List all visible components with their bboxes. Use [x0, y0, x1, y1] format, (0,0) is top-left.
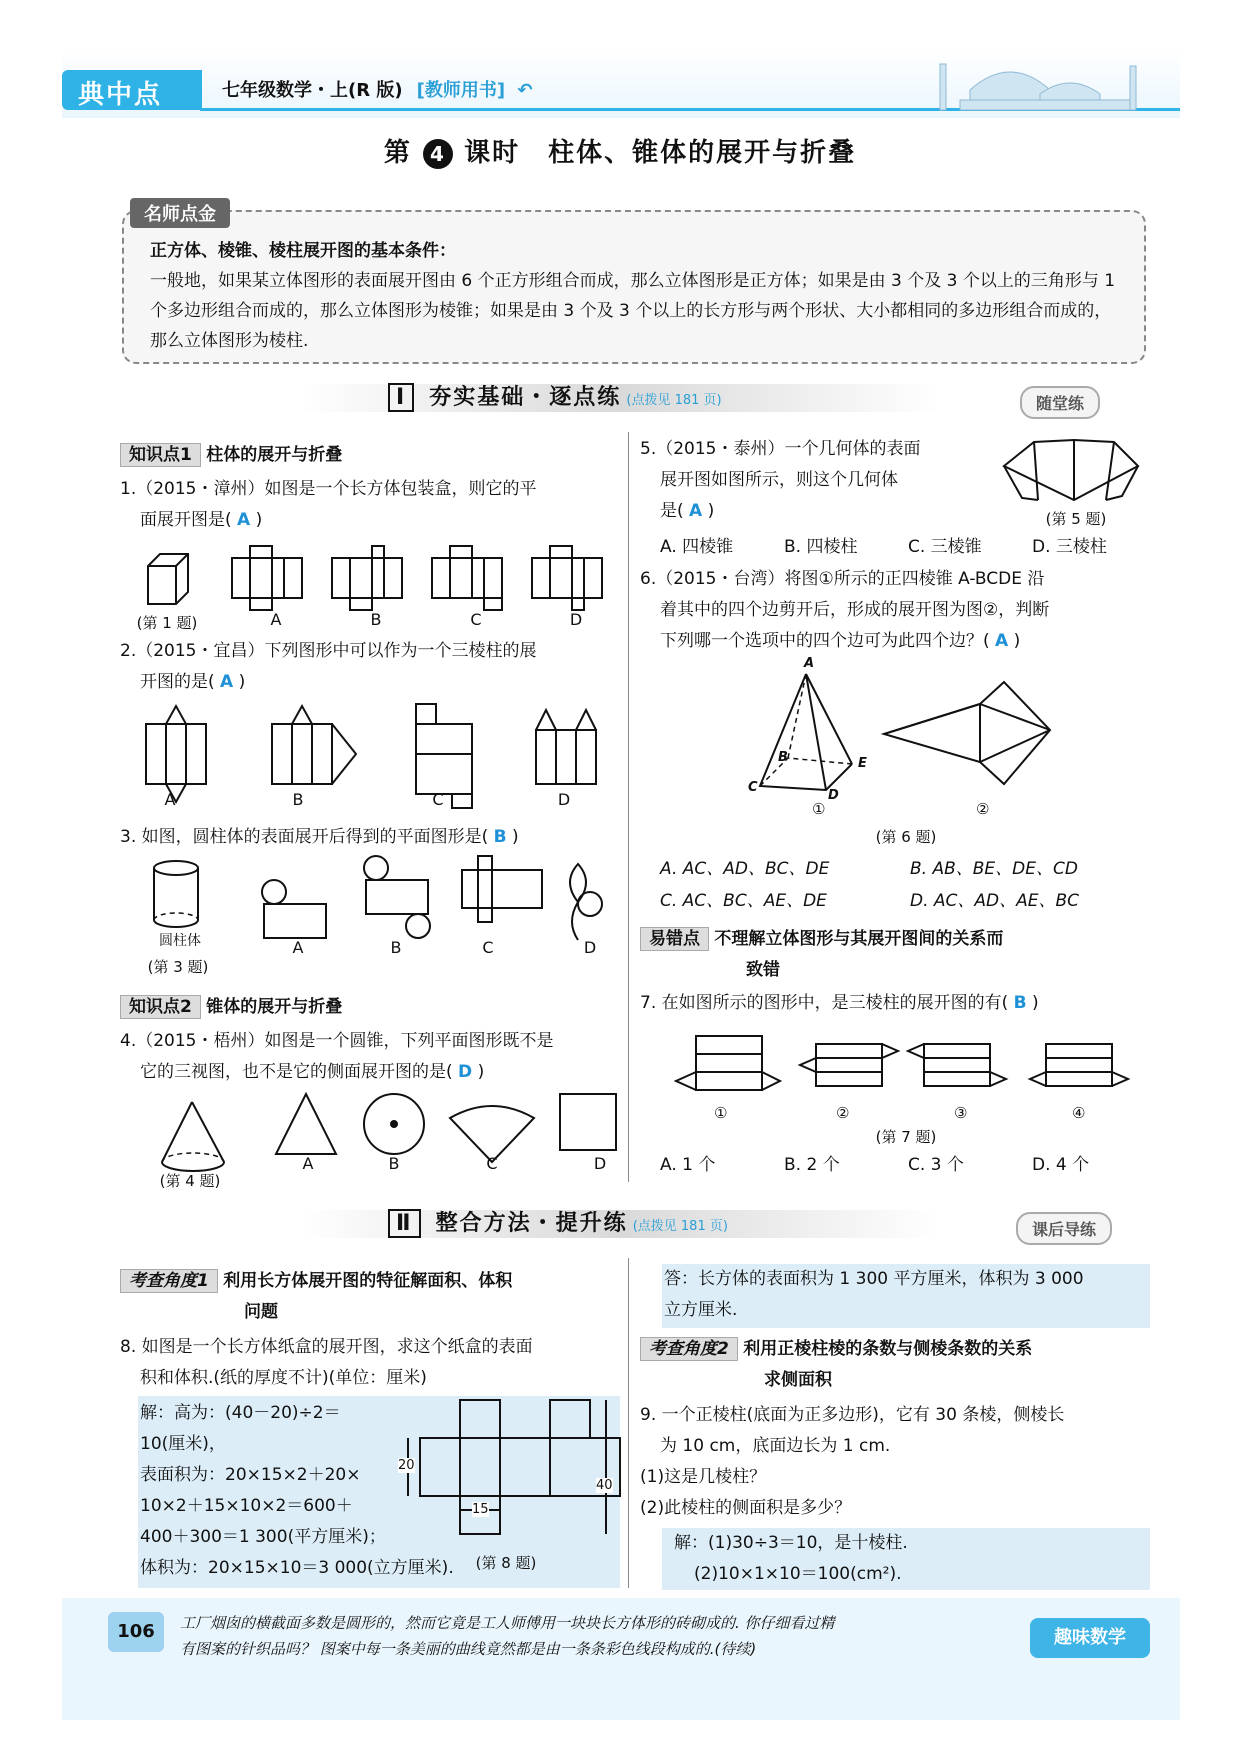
q4-cone-figure [158, 1100, 228, 1180]
q1-option-letter: D [569, 610, 583, 629]
tip-text [150, 236, 1120, 356]
q2-option-letter: C [432, 790, 444, 809]
error-point-heading: 易错点 不理解立体图形与其展开图间的关系而 致错 [640, 924, 1160, 986]
page-number: 106 [108, 1612, 164, 1652]
question-5: 5.（2015・泰州）一个几何体的表面 展开图如图所示，则这个几何体 是( A ) [640, 439, 921, 521]
option-b: B. AB、BE、DE、CD [910, 859, 1078, 879]
q3-option-letter: B [390, 938, 402, 957]
option-d: D. AC、AD、AE、BC [910, 891, 1080, 911]
q9-solution: 解：(1)30÷3＝10，是十棱柱. (2)10×1×10＝100(cm²). [674, 1533, 908, 1584]
option-c: C. AC、BC、AE、DE [660, 891, 827, 911]
brand-logo: 典中点 [78, 80, 163, 110]
q1-option-letter: B [370, 610, 382, 629]
q3-cylinder-figure [152, 860, 202, 930]
kp2-heading: 知识点2 锥体的展开与折叠 [120, 992, 342, 1023]
vertex-a-label: A [804, 656, 815, 671]
q7-fig4-label: ④ [1072, 1104, 1086, 1122]
edition-label: [教师用书] [416, 80, 506, 101]
q3-option-nets [256, 852, 626, 942]
option-c: C. 3 个 [908, 1155, 964, 1175]
return-arrow-icon: ↶ [517, 80, 533, 101]
solution-line: 表面积为：20×15×2＋20× [140, 1465, 361, 1485]
question-6: 6.（2015・台湾）将图①所示的正四棱锥 A-BCDE 沿 着其中的四个边剪开后，形成的展开图为图②，判断 下列哪一个选项中的四个边可为此四个边？( A ) [640, 569, 1050, 651]
answer-7: B [1013, 993, 1027, 1013]
option-a: A. 四棱锥 [660, 537, 734, 557]
option-d: D. 4 个 [1032, 1155, 1090, 1175]
q2-option-letter: B [292, 790, 304, 809]
q8-caption: (第 8 题) [475, 1554, 537, 1572]
q4-option-letter: D [593, 1154, 607, 1173]
q4-option-letter: A [302, 1154, 314, 1173]
question-3: 3. 如图，圆柱体的表面展开后得到的平面图形是( B ) [120, 827, 519, 847]
answer-4: D [458, 1062, 473, 1082]
header-book-title [222, 76, 532, 102]
option-a: A. 1 个 [660, 1155, 716, 1175]
angle1-heading: 考查角度1 利用长方体展开图的特征解面积、体积 问题 [120, 1266, 620, 1328]
q8-answer: 答：长方体的表面积为 1 300 平方厘米，体积为 3 000 立方厘米. [664, 1269, 1084, 1320]
solution-line: 体积为：20×15×10＝3 000(立方厘米). [140, 1558, 454, 1578]
column-divider [628, 432, 629, 1182]
tip-body: 一般地，如果某立体图形的表面展开图由 6 个正方形组合而成，那么立体图形是正方体；如果是由 3 个及 3 个以上的三角形与 1 个多边形组合而成的，那么立体图形为棱锥；如果是由 3 个及 3 个以上的长方形与两个形状、大小都相同的多边形组合而成的，那么立体图形为棱柱. [150, 271, 1116, 351]
q3-option-letter: A [292, 938, 304, 957]
mosque-skyline-icon [930, 54, 1170, 114]
solution-line: 10(厘米)， [140, 1434, 226, 1454]
q9-sub2: (2)此棱柱的侧面积是多少？ [640, 1498, 852, 1518]
option-d: D. 三棱柱 [1032, 537, 1107, 557]
q1-option-letter: C [470, 610, 482, 629]
q4-caption: (第 4 题) [159, 1172, 221, 1190]
q5-caption: (第 5 题) [1045, 510, 1107, 528]
q2-option-letter: D [557, 790, 571, 809]
q8-solution [140, 1398, 454, 1584]
q8-dim-15: 15 [472, 1502, 489, 1517]
question-7: 7. 在如图所示的图形中，是三棱柱的展开图的有( B ) [640, 993, 1039, 1013]
tip-heading: 正方体、棱锥、棱柱展开图的基本条件： [150, 241, 456, 261]
q1-box-figure [146, 552, 190, 608]
option-b: B. 2 个 [784, 1155, 840, 1175]
vertex-d-label: D [828, 788, 839, 803]
section1-heading: Ⅰ 夯实基础・逐点练 (点拨见 181 页) [388, 380, 722, 411]
option-c: C. 三棱锥 [908, 537, 982, 557]
q6-caption: (第 6 题) [875, 828, 937, 846]
q9-sub1: (1)这是几棱柱？ [640, 1467, 767, 1487]
q1-option-letter: A [270, 610, 282, 629]
q6-vertex-labels [748, 656, 868, 804]
angle2-heading: 考查角度2 利用正棱柱棱的条数与侧棱条数的关系 求侧面积 [640, 1334, 1160, 1396]
answer-6: A [995, 631, 1009, 651]
solution-line: 10×2＋15×10×2＝600＋ [140, 1496, 353, 1516]
lesson-number: 4 [423, 139, 453, 169]
tip-label: 名师点金 [130, 198, 230, 228]
q2-option-letter: A [164, 790, 176, 809]
fun-math-badge: 趣味数学 [1030, 1618, 1150, 1658]
answer-5: A [689, 501, 703, 521]
q5-pyramid-net [998, 436, 1142, 506]
answer-3: B [493, 827, 507, 847]
q8-box-net [400, 1398, 620, 1558]
book-name: 七年级数学・上(R 版) [222, 80, 403, 101]
vertex-b-label: B [778, 750, 788, 765]
q8-dim-40: 40 [596, 1478, 613, 1493]
section2-badge: 课后导练 [1016, 1212, 1112, 1245]
q6-fig1-label: ① [812, 800, 826, 818]
answer-2: A [220, 672, 234, 692]
q7-prism-nets [672, 1030, 1152, 1100]
solution-line: 400＋300＝1 300(平方厘米)； [140, 1527, 386, 1547]
q3-caption: (第 3 题) [147, 958, 209, 976]
q1-option-nets [226, 544, 626, 614]
kp1-heading: 知识点1 柱体的展开与折叠 [120, 440, 342, 471]
page-title: 第 4 课时 柱体、锥体的展开与折叠 [383, 138, 857, 168]
q1-caption: (第 1 题) [136, 614, 198, 632]
q3-option-letter: C [482, 938, 494, 957]
q3-option-letter: D [583, 938, 597, 957]
q4-option-letter: B [388, 1154, 400, 1173]
q7-fig1-label: ① [714, 1104, 728, 1122]
q8-dim-20: 20 [398, 1458, 415, 1473]
question-1: 1.（2015・漳州）如图是一个长方体包装盒，则它的平 面展开图是( A ) [120, 479, 537, 530]
question-9: 9. 一个正棱柱(底面为正多边形)，它有 30 条棱，侧棱长 为 10 cm，底面边长为 1 cm. (1)这是几棱柱？ (2)此棱柱的侧面积是多少？ [640, 1400, 1160, 1524]
question-2: 2.（2015・宜昌）下列图形中可以作为一个三棱柱的展 开图的是( A ) [120, 641, 537, 692]
q4-option-letter: C [486, 1154, 498, 1173]
option-a: A. AC、AD、BC、DE [660, 859, 830, 879]
section2-heading: Ⅱ 整合方法・提升练 (点拨见 181 页) [388, 1206, 728, 1237]
solution-line: 解：高为：(40－20)÷2＝ [140, 1403, 341, 1423]
question-4: 4.（2015・梧州）如图是一个圆锥，下列平面图形既不是 它的三视图，也不是它的侧面展开图的是( D ) [120, 1031, 554, 1082]
q6-fig2-label: ② [976, 800, 990, 818]
vertex-e-label: E [858, 756, 867, 771]
footer-fun-fact: 工厂烟囱的横截面多数是圆形的，然而它竟是工人师傅用一块块长方体形的砖砌成的. 你仔细看过精 有图案的针织品吗？ 图案中每一条美丽的曲线竟然都是由一条条彩色线段构成的.(待续) [180, 1614, 835, 1658]
q7-caption: (第 7 题) [875, 1128, 937, 1146]
q7-fig3-label: ③ [954, 1104, 968, 1122]
q7-fig2-label: ② [836, 1104, 850, 1122]
section1-badge: 随堂练 [1020, 386, 1100, 419]
q6-net-figure [880, 680, 1080, 790]
question-8: 8. 如图是一个长方体纸盒的展开图，求这个纸盒的表面 积和体积.(纸的厚度不计)(单位：厘米) [120, 1337, 533, 1388]
q3-cylinder-label: 圆柱体 [159, 933, 201, 949]
option-b: B. 四棱柱 [784, 537, 858, 557]
answer-1: A [237, 510, 251, 530]
vertex-c-label: C [748, 780, 758, 795]
column-divider-2 [628, 1258, 629, 1588]
